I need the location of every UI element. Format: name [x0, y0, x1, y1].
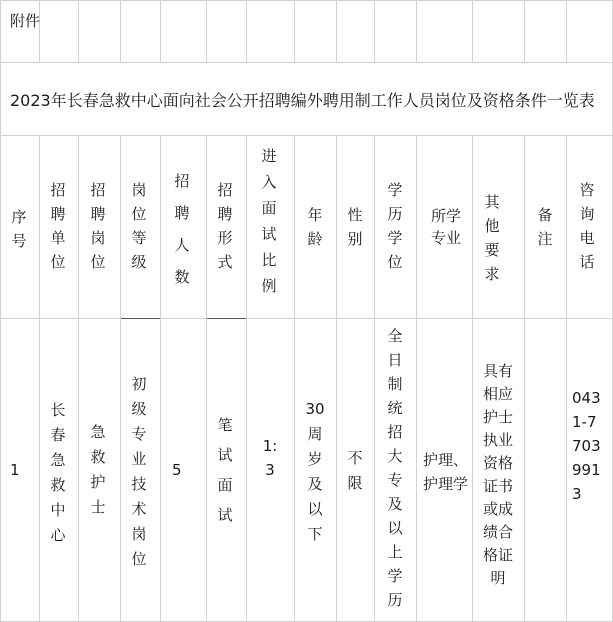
row-major: 护理、护理学	[423, 451, 469, 493]
row-other: 具有相应护士执业资格证书或成绩合格证明	[482, 362, 513, 587]
col-divider	[246, 135, 247, 622]
header-grade: 岗位等级	[131, 181, 147, 271]
row-divider	[0, 318, 613, 319]
row-divider	[0, 135, 613, 136]
col-divider	[416, 135, 417, 622]
col-divider	[294, 135, 295, 622]
col-divider	[39, 135, 40, 622]
col-divider	[160, 135, 161, 622]
col-divider	[78, 0, 79, 62]
row-unit: 长春急救中心	[50, 401, 66, 544]
col-divider	[336, 0, 337, 62]
header-unit: 招聘单位	[50, 181, 66, 271]
col-divider	[374, 135, 375, 622]
row-phone: 0431-77039913	[572, 389, 601, 503]
row-divider	[0, 62, 613, 63]
col-divider	[374, 0, 375, 62]
header-gender: 性别	[347, 206, 363, 248]
row-divider-dark	[206, 318, 246, 319]
row-divider-dark	[120, 318, 160, 319]
col-divider	[120, 135, 121, 622]
row-method: 笔试面试	[217, 416, 233, 524]
header-major: 所学专业	[430, 207, 461, 247]
header-seq: 序号	[11, 208, 27, 250]
row-gender: 不限	[347, 449, 363, 492]
row-age: 30周岁及以下	[305, 400, 325, 543]
header-remarks: 备注	[537, 206, 553, 248]
col-divider	[78, 135, 79, 622]
header-position: 招聘岗位	[90, 181, 106, 271]
header-method: 招聘形式	[217, 181, 233, 271]
header-education: 学历学位	[387, 181, 403, 271]
row-position: 急救护士	[90, 423, 106, 516]
row-education: 全日制统招大专及以上学历	[387, 327, 403, 609]
header-ratio: 进入面试比例	[261, 147, 277, 295]
header-other: 其他要求	[484, 193, 500, 283]
table-border-top	[0, 0, 613, 1]
col-divider	[206, 0, 207, 62]
col-divider	[0, 0, 1, 622]
row-grade: 初级专业技术岗位	[131, 375, 147, 568]
col-divider	[472, 0, 473, 62]
attachment-label: 附件	[10, 12, 41, 30]
header-count: 招聘人数	[174, 172, 190, 286]
col-divider	[206, 135, 207, 622]
col-divider	[472, 135, 473, 622]
col-divider	[120, 0, 121, 62]
col-divider	[524, 0, 525, 62]
row-count: 5	[172, 461, 182, 479]
col-divider	[336, 135, 337, 622]
table-title: 2023年长春急救中心面向社会公开招聘编外聘用制工作人员岗位及资格条件一览表	[10, 91, 595, 110]
col-divider	[160, 0, 161, 62]
header-phone: 咨询电话	[579, 181, 595, 271]
header-age: 年龄	[307, 206, 323, 248]
row-seq: 1	[10, 461, 20, 479]
col-divider	[294, 0, 295, 62]
col-divider	[246, 0, 247, 62]
col-divider	[416, 0, 417, 62]
col-divider	[524, 135, 525, 622]
col-divider	[566, 135, 567, 622]
row-ratio: 1:3	[262, 437, 278, 479]
col-divider	[566, 0, 567, 62]
